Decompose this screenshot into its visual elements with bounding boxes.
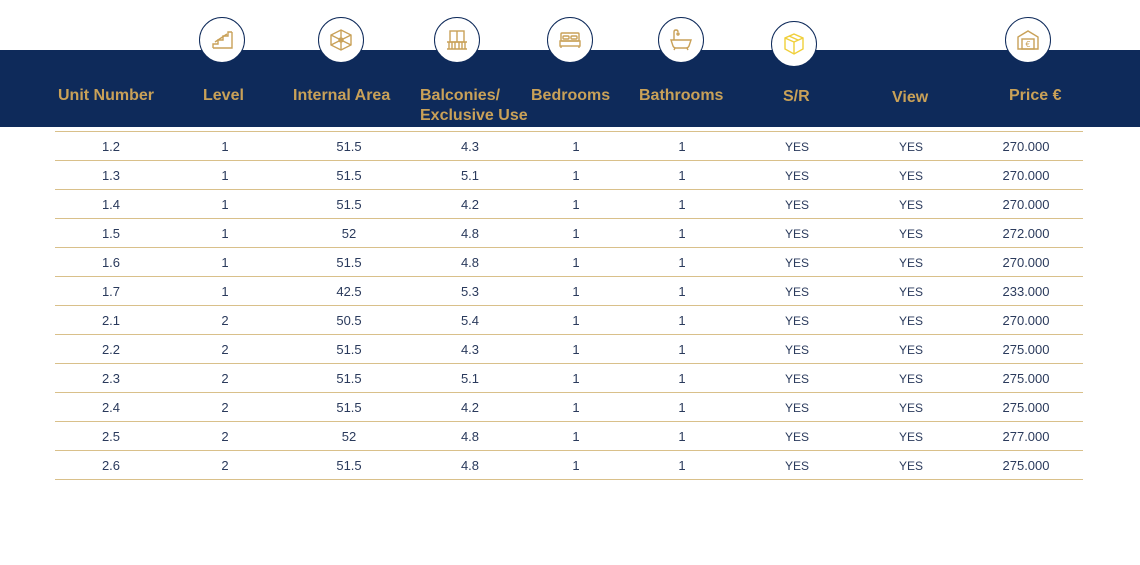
table-row [55,248,1083,277]
header-bedrooms: Bedrooms [531,87,611,104]
internal-area-cell: 51.5 [336,371,362,386]
price-cell: 272.000 [1002,226,1050,241]
level-cell: 1 [221,284,229,299]
level-cell: 1 [221,226,229,241]
view-cell: YES [898,169,923,183]
bedrooms-cell: 1 [572,197,580,212]
header-bathrooms: Bathrooms [639,87,724,104]
bathrooms-cell: 1 [678,400,686,415]
bathrooms-cell: 1 [678,255,686,270]
balcony-cell: 4.8 [460,458,480,473]
balcony-cell: 4.2 [460,400,480,415]
level-cell: 1 [221,255,229,270]
sr-cell: YES [784,285,809,299]
stairs-icon [199,17,245,63]
table-row [55,161,1083,190]
level-cell: 2 [221,429,229,444]
price-cell: 270.000 [1002,255,1050,270]
bedrooms-cell: 1 [572,284,580,299]
bedrooms-cell: 1 [572,168,580,183]
bedrooms-cell: 1 [572,429,580,444]
header-price: Price € [1009,87,1062,104]
bedrooms-cell: 1 [572,458,580,473]
internal-area-cell: 51.5 [336,197,362,212]
bedrooms-cell: 1 [572,371,580,386]
unit-number-cell: 2.1 [101,313,121,328]
sr-cell: YES [784,314,809,328]
table-row [55,335,1083,364]
view-cell: YES [898,227,923,241]
sr-cell: YES [784,430,809,444]
sr-cell: YES [784,227,809,241]
table-row [55,219,1083,248]
price-cell: 270.000 [1002,313,1050,328]
level-cell: 2 [221,400,229,415]
bathrooms-cell: 1 [678,226,686,241]
bathrooms-cell: 1 [678,342,686,357]
svg-text:€: € [1025,40,1031,49]
bathrooms-cell: 1 [678,313,686,328]
view-cell: YES [898,198,923,212]
bathrooms-cell: 1 [678,458,686,473]
bathrooms-cell: 1 [678,168,686,183]
header-unit-number: Unit Number [58,87,154,104]
unit-number-cell: 1.6 [101,255,121,270]
internal-area-cell: 42.5 [336,284,362,299]
header-balconies [420,86,528,126]
price-cell: 270.000 [1002,168,1050,183]
price-cell: 277.000 [1002,429,1050,444]
balcony-cell: 5.1 [460,168,480,183]
bedrooms-cell: 1 [572,342,580,357]
header-level: Level [203,87,244,104]
sr-cell: YES [784,343,809,357]
internal-area-cell: 52 [341,429,357,444]
bed-icon [547,17,593,63]
level-cell: 2 [221,458,229,473]
balcony-cell: 5.4 [460,313,480,328]
bedrooms-cell: 1 [572,400,580,415]
unit-number-cell: 1.4 [101,197,121,212]
view-cell: YES [898,140,923,154]
internal-area-cell: 50.5 [336,313,362,328]
balcony-cell: 4.8 [460,429,480,444]
internal-area-cell: 51.5 [336,342,362,357]
balcony-cell: 4.3 [460,342,480,357]
internal-area-cell: 51.5 [336,255,362,270]
sr-cell: YES [784,459,809,473]
view-cell: YES [898,372,923,386]
bathrooms-cell: 1 [678,197,686,212]
level-cell: 2 [221,342,229,357]
price-cell: 275.000 [1002,400,1050,415]
bedrooms-cell: 1 [572,226,580,241]
price-cell: 275.000 [1002,458,1050,473]
level-cell: 2 [221,371,229,386]
internal-area-cell: 51.5 [336,458,362,473]
price-cell: 275.000 [1002,342,1050,357]
view-cell: YES [898,285,923,299]
view-cell: YES [898,401,923,415]
units-table [55,131,1083,480]
table-row [55,132,1083,161]
sr-cell: YES [784,169,809,183]
level-cell: 1 [221,197,229,212]
unit-number-cell: 2.6 [101,458,121,473]
unit-number-cell: 1.7 [101,284,121,299]
bathrooms-cell: 1 [678,139,686,154]
garage-euro-icon [1005,17,1051,63]
header-internal-area: Internal Area [293,87,391,104]
unit-number-cell: 2.4 [101,400,121,415]
unit-number-cell: 2.3 [101,371,121,386]
balcony-cell: 4.3 [460,139,480,154]
unit-number-cell: 1.5 [101,226,121,241]
internal-area-cell: 51.5 [336,400,362,415]
bathrooms-cell: 1 [678,429,686,444]
storage-box-icon [771,21,817,67]
bedrooms-cell: 1 [572,139,580,154]
unit-number-cell: 1.3 [101,168,121,183]
price-cell: 270.000 [1002,139,1050,154]
sr-cell: YES [784,256,809,270]
sr-cell: YES [784,140,809,154]
table-row [55,451,1083,480]
sr-cell: YES [784,401,809,415]
internal-area-cell: 52 [341,226,357,241]
bedrooms-cell: 1 [572,313,580,328]
balcony-cell: 4.8 [460,255,480,270]
view-cell: YES [898,459,923,473]
level-cell: 1 [221,139,229,154]
view-cell: YES [898,256,923,270]
balcony-cell: 5.3 [460,284,480,299]
table-row [55,422,1083,451]
balcony-cell: 4.8 [460,226,480,241]
unit-number-cell: 1.2 [101,139,121,154]
price-cell: 270.000 [1002,197,1050,212]
price-cell: 233.000 [1002,284,1050,299]
sr-cell: YES [784,372,809,386]
area-icon [318,17,364,63]
level-cell: 2 [221,313,229,328]
header-balconies-line1: Balconies/ [420,87,501,104]
level-cell: 1 [221,168,229,183]
table-row [55,393,1083,422]
view-cell: YES [898,430,923,444]
balcony-icon [434,17,480,63]
bathtub-icon [658,17,704,63]
header-view: View [892,89,929,106]
view-cell: YES [898,343,923,357]
balcony-cell: 5.1 [460,371,480,386]
table-row [55,364,1083,393]
bathrooms-cell: 1 [678,284,686,299]
balcony-cell: 4.2 [460,197,480,212]
header-balconies-line2: Exclusive Use [420,107,528,124]
internal-area-cell: 51.5 [336,139,362,154]
table-row [55,190,1083,219]
table-row [55,277,1083,306]
header-sr: S/R [783,88,810,105]
bedrooms-cell: 1 [572,255,580,270]
bathrooms-cell: 1 [678,371,686,386]
unit-number-cell: 2.5 [101,429,121,444]
view-cell: YES [898,314,923,328]
internal-area-cell: 51.5 [336,168,362,183]
table-row [55,306,1083,335]
sr-cell: YES [784,198,809,212]
unit-number-cell: 2.2 [101,342,121,357]
price-cell: 275.000 [1002,371,1050,386]
